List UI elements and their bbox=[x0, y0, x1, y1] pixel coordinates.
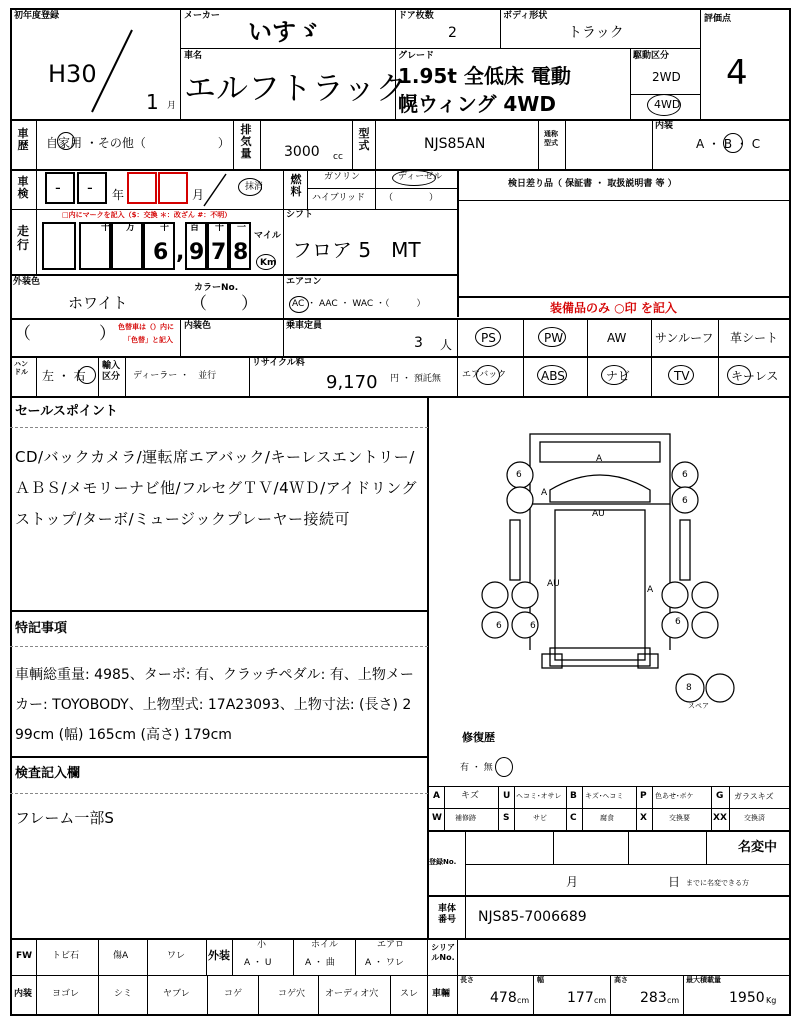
vehicle-diagram bbox=[470, 420, 750, 720]
diagram-mark-au-2: AU bbox=[547, 579, 560, 589]
fw-item-2: 傷A bbox=[113, 951, 129, 961]
fw-item-1: トビ石 bbox=[52, 951, 80, 961]
equip-keyless: キーレス bbox=[731, 369, 779, 383]
drive-4wd: 4WD bbox=[654, 98, 681, 111]
diagram-tire-3: 6 bbox=[682, 496, 688, 506]
diagram-bed bbox=[555, 510, 645, 660]
diagram-mark-a-3: A bbox=[647, 585, 654, 595]
drive-2wd: 2WD bbox=[652, 70, 681, 84]
legend-u-code: U bbox=[503, 791, 511, 801]
drive-4wd-circle bbox=[647, 94, 681, 116]
displacement-label: 排気量 bbox=[240, 123, 252, 160]
legend-s-text: サビ bbox=[533, 814, 547, 822]
color-change-note-2: 「色替」と記入 bbox=[124, 336, 173, 344]
diagram-tire-4: 6 bbox=[496, 621, 502, 631]
usage-circle bbox=[57, 132, 75, 150]
mileage-label: 走行 bbox=[17, 224, 30, 252]
first-reg-month: 1 bbox=[146, 90, 159, 114]
diagram-tire-2: 6 bbox=[682, 470, 688, 480]
repair-circle bbox=[495, 757, 513, 777]
ac-circle bbox=[289, 296, 309, 313]
model-value: NJS85AN bbox=[424, 136, 486, 152]
load-value: 1950 bbox=[729, 990, 765, 1006]
mileage-unit-0: 十 bbox=[101, 223, 111, 233]
diagram-tire-6: 6 bbox=[675, 617, 681, 627]
equip-note: 装備品のみ ○印 を記入 bbox=[550, 301, 677, 315]
mileage-unit-3: 百 bbox=[190, 223, 200, 233]
inspection-month-unit: 月 bbox=[192, 188, 205, 202]
mileage-unit-4: 十 bbox=[215, 223, 225, 233]
legend-p-text: 色あせ･ボケ bbox=[655, 792, 694, 800]
chassis-label: 車体番号 bbox=[437, 904, 456, 925]
doors-value: 2 bbox=[448, 25, 457, 41]
body-label: ボディ形状 bbox=[503, 11, 548, 21]
equip-pw-circle bbox=[538, 327, 566, 347]
aero-value: A ・ ワレ bbox=[365, 958, 404, 968]
width-value: 177 bbox=[567, 990, 594, 1006]
import-value: ディーラー ・ 並行 bbox=[133, 371, 217, 381]
history-label: 車歴 bbox=[17, 127, 29, 152]
legend-b-text: キズ･ヘコミ bbox=[585, 792, 624, 800]
recycle-label: リサイクル料 bbox=[252, 358, 305, 368]
exterior-color-value: ホワイト bbox=[68, 294, 128, 312]
legend-p-code: P bbox=[640, 791, 647, 801]
equip-ps: PS bbox=[481, 331, 496, 345]
equip-tv: TV bbox=[674, 369, 690, 383]
mileage-note: □内にマークを記入（$：交換 ＊：改ざん #：不明） bbox=[62, 211, 232, 219]
diagram-tire-1: 6 bbox=[516, 470, 522, 480]
registration-month: 月 bbox=[566, 875, 579, 889]
mileage-digit-2: 7 bbox=[211, 240, 227, 265]
maker-label: メーカー bbox=[184, 11, 220, 21]
mileage-unit-2: 千 bbox=[160, 223, 170, 233]
chassis-value: NJS85-7006689 bbox=[478, 909, 587, 925]
mileage-digit-3: 8 bbox=[233, 240, 249, 265]
height-value: 283 bbox=[640, 990, 667, 1006]
score-label: 評価点 bbox=[704, 14, 732, 24]
interior-grade-circle bbox=[723, 133, 743, 153]
inspection-month-box-1 bbox=[127, 172, 157, 204]
fuel-gas: ガソリン bbox=[324, 172, 361, 182]
equip-navi-circle bbox=[601, 365, 627, 385]
doors-label: ドア枚数 bbox=[398, 11, 434, 21]
legend-g-code: G bbox=[716, 791, 724, 801]
capacity-value: 3 bbox=[414, 335, 423, 351]
legend-b-code: B bbox=[570, 791, 577, 801]
legend-s-code: S bbox=[503, 813, 510, 823]
color-change-note-1: 色替車は（）内に bbox=[118, 323, 174, 331]
first-reg-year: H30 bbox=[48, 60, 97, 88]
shift-value: フロア 5 MT bbox=[292, 238, 421, 262]
width-label: 幅 bbox=[537, 976, 544, 984]
int-item-4: コゲ bbox=[224, 989, 243, 999]
paren-field: （ ） bbox=[14, 324, 116, 344]
legend-c-code: C bbox=[570, 813, 577, 823]
inspection-month-box-2 bbox=[158, 172, 188, 204]
special-text: 車輌総重量: 4985、ターボ: 有、クラッチペダル: 有、上物メーカー: TOYOBODY、上物型式: 17A23093、上物寸法: (長さ) 299cm (幅) 165cm (高さ) 179cm bbox=[15, 667, 414, 743]
mileage-digit-box-1 bbox=[42, 222, 76, 270]
car-name-value: エルフトラック bbox=[184, 69, 408, 107]
special-label: 特記事項 bbox=[15, 621, 68, 636]
small-label: 小 bbox=[257, 940, 267, 950]
recycle-deposit: ・ 預託無 bbox=[402, 374, 441, 384]
equip-pw: PW bbox=[544, 331, 564, 345]
grade-line1: 1.95t 全低床 電動 bbox=[398, 64, 571, 88]
mileage-unit-1: 万 bbox=[126, 223, 136, 233]
int-item-6: オーディオ穴 bbox=[325, 989, 379, 999]
fuel-diesel-circle bbox=[392, 170, 436, 186]
sales-label: セールスポイント bbox=[15, 404, 118, 419]
inspection-label: 車検 bbox=[17, 175, 29, 200]
fuel-other: （ ） bbox=[384, 193, 439, 203]
equip-aw: AW bbox=[607, 331, 627, 345]
equip-airbag: エアバック bbox=[462, 370, 507, 380]
fuel-diesel: ディーゼル bbox=[398, 172, 443, 182]
fuel-label: 燃料 bbox=[290, 173, 302, 198]
displacement-value: 3000 bbox=[284, 144, 320, 160]
diagram-mark-au-1: AU bbox=[592, 509, 605, 519]
legend-c-text: 腐食 bbox=[600, 814, 614, 822]
height-label: 高さ bbox=[614, 976, 628, 984]
fw-label: FW bbox=[16, 951, 33, 961]
legend-xx-code: XX bbox=[713, 813, 727, 823]
wheel-label: ホイル bbox=[311, 940, 339, 950]
mileage-digit-0: 6 bbox=[153, 240, 169, 265]
registration-until: までに名変できる方 bbox=[686, 879, 749, 887]
capacity-unit: 人 bbox=[440, 338, 453, 352]
legend-x-text: 交換要 bbox=[669, 814, 690, 822]
inspection-dash-1: - bbox=[55, 178, 61, 197]
ext-label: 外装 bbox=[208, 949, 230, 962]
equip-ps-circle bbox=[475, 327, 501, 347]
mileage-comma: , bbox=[176, 240, 185, 265]
fw-item-3: ワレ bbox=[167, 951, 186, 961]
int-label: 内装 bbox=[14, 989, 33, 999]
height-unit: cm bbox=[667, 996, 680, 1005]
dims-label: 車輛 bbox=[432, 989, 451, 999]
serial-label: シリアルNo. bbox=[431, 943, 455, 962]
legend-a-code: A bbox=[433, 791, 440, 801]
repair-label: 修復歴 bbox=[462, 731, 495, 744]
equip-navi: ナビ bbox=[606, 369, 631, 383]
usage-value: 自家用 ・その他（ ） bbox=[46, 136, 230, 150]
mile-label: マイル bbox=[254, 231, 281, 241]
aero-label: エアロ bbox=[377, 940, 405, 950]
equip-leather: 革シート bbox=[730, 331, 779, 345]
recycle-amount: 9,170 bbox=[326, 372, 378, 393]
load-unit: Kg bbox=[766, 996, 777, 1005]
int-item-7: スレ bbox=[400, 989, 419, 999]
car-name-label: 車名 bbox=[184, 51, 203, 61]
length-label: 長さ bbox=[460, 976, 474, 984]
legend-w-code: W bbox=[432, 813, 442, 823]
wheel-value: A ・ 曲 bbox=[305, 958, 335, 968]
mileage-unit-5: 一 bbox=[237, 223, 247, 233]
legend-w-text: 補修跡 bbox=[455, 814, 476, 822]
sales-text: CD/バックカメラ/運転席エアバック/キーレスエントリー/ＡＢＳ/メモリーナビ他/フルセグＴＶ/4ＷＤ/アイドリングストップ/ターボ/ミュージックプレーヤー接続可 bbox=[15, 448, 418, 528]
model-label: 型式 bbox=[358, 127, 370, 152]
equip-abs: ABS bbox=[541, 369, 565, 383]
diagram-mark-a-1: A bbox=[596, 454, 603, 464]
diagram-tire-5: 6 bbox=[530, 621, 536, 631]
int-item-5: コゲ穴 bbox=[278, 989, 306, 999]
int-item-3: ヤブレ bbox=[163, 989, 190, 999]
interior-grade: A ・ B ・ C bbox=[696, 137, 761, 151]
diagram-cab bbox=[530, 434, 670, 504]
equip-airbag-circle bbox=[476, 365, 500, 385]
legend-g-text: ガラスキズ bbox=[734, 792, 774, 801]
inspection-year-unit: 年 bbox=[112, 188, 125, 202]
registration-day: 日 bbox=[668, 875, 681, 889]
ac-value: AC ・ AAC ・ WAC ・（ ） bbox=[292, 299, 426, 309]
equip-tv-circle bbox=[668, 365, 694, 385]
ac-label: エアコン bbox=[286, 277, 322, 287]
legend-x-code: X bbox=[640, 813, 647, 823]
shift-label: シフト bbox=[286, 210, 314, 220]
name-change-label: 名変中 bbox=[738, 840, 778, 855]
interior-label: 内装 bbox=[655, 121, 674, 131]
small-value: A ・ U bbox=[244, 958, 272, 968]
legend-a-text: キズ bbox=[461, 791, 479, 801]
legend-u-text: ヘコミ･オサレ bbox=[516, 792, 562, 800]
grade-label: グレード bbox=[398, 51, 435, 61]
first-reg-month-unit: 月 bbox=[167, 101, 177, 111]
import-label: 輸入区分 bbox=[102, 361, 121, 382]
maker-value: いすゞ bbox=[248, 18, 320, 46]
km-circle bbox=[256, 254, 276, 270]
equip-keyless-circle bbox=[727, 365, 751, 385]
diagram-spare-label: スペア bbox=[688, 702, 709, 710]
recycle-yen: 円 bbox=[390, 374, 400, 384]
interior-color-label: 内装色 bbox=[184, 321, 212, 331]
docs-label: 検日差り品（ 保証書 ・ 取扱説明書 等 ） bbox=[508, 179, 677, 189]
first-reg-label: 初年度登録 bbox=[14, 11, 60, 21]
diagram-mark-a-2: A bbox=[541, 488, 548, 498]
drive-label: 駆動区分 bbox=[633, 51, 670, 61]
color-no-label: カラーNo. bbox=[194, 283, 239, 293]
grade-line2: 幌ウィング 4WD bbox=[398, 92, 556, 116]
int-item-2: シミ bbox=[114, 989, 133, 999]
width-unit: cm bbox=[594, 996, 607, 1005]
diagram-tire-spare: 8 bbox=[686, 683, 692, 693]
length-unit: cm bbox=[517, 996, 530, 1005]
int-item-1: ヨゴレ bbox=[52, 989, 80, 999]
mileage-digit-1: 9 bbox=[189, 240, 205, 265]
registration-label: 登録No. bbox=[429, 858, 457, 866]
handle-label: ハンドル bbox=[14, 360, 28, 376]
km-label: Km bbox=[260, 258, 277, 268]
handle-value: 左 ・ 右 bbox=[42, 369, 86, 383]
check-label: 検査記入欄 bbox=[15, 766, 81, 781]
score-value: 4 bbox=[726, 53, 748, 93]
legend-xx-text: 交換済 bbox=[744, 814, 765, 822]
capacity-label: 乗車定員 bbox=[286, 321, 323, 331]
repair-value: 有 ・ 無 bbox=[460, 763, 493, 773]
common-model-label: 通称型式 bbox=[544, 130, 558, 147]
equip-sunroof: サンルーフ bbox=[655, 331, 714, 345]
equip-abs-circle bbox=[537, 365, 567, 385]
inspection-expired-circle bbox=[238, 178, 262, 196]
handle-circle bbox=[78, 366, 96, 384]
slash-divider bbox=[88, 28, 138, 116]
color-no-value: （ ） bbox=[190, 294, 258, 314]
length-value: 478 bbox=[490, 990, 517, 1006]
body-value: トラック bbox=[568, 25, 624, 41]
slash-divider-2 bbox=[200, 172, 230, 208]
inspection-dash-2: - bbox=[87, 178, 93, 197]
exterior-color-label: 外装色 bbox=[13, 277, 41, 287]
load-label: 最大積載量 bbox=[686, 976, 721, 984]
fuel-hybrid: ハイブリッド bbox=[312, 193, 366, 203]
check-text: フレーム一部S bbox=[15, 809, 114, 827]
cc-unit: cc bbox=[333, 152, 343, 162]
diagram-windshield bbox=[550, 475, 650, 502]
inspection-expired: 抹消 bbox=[245, 182, 264, 192]
